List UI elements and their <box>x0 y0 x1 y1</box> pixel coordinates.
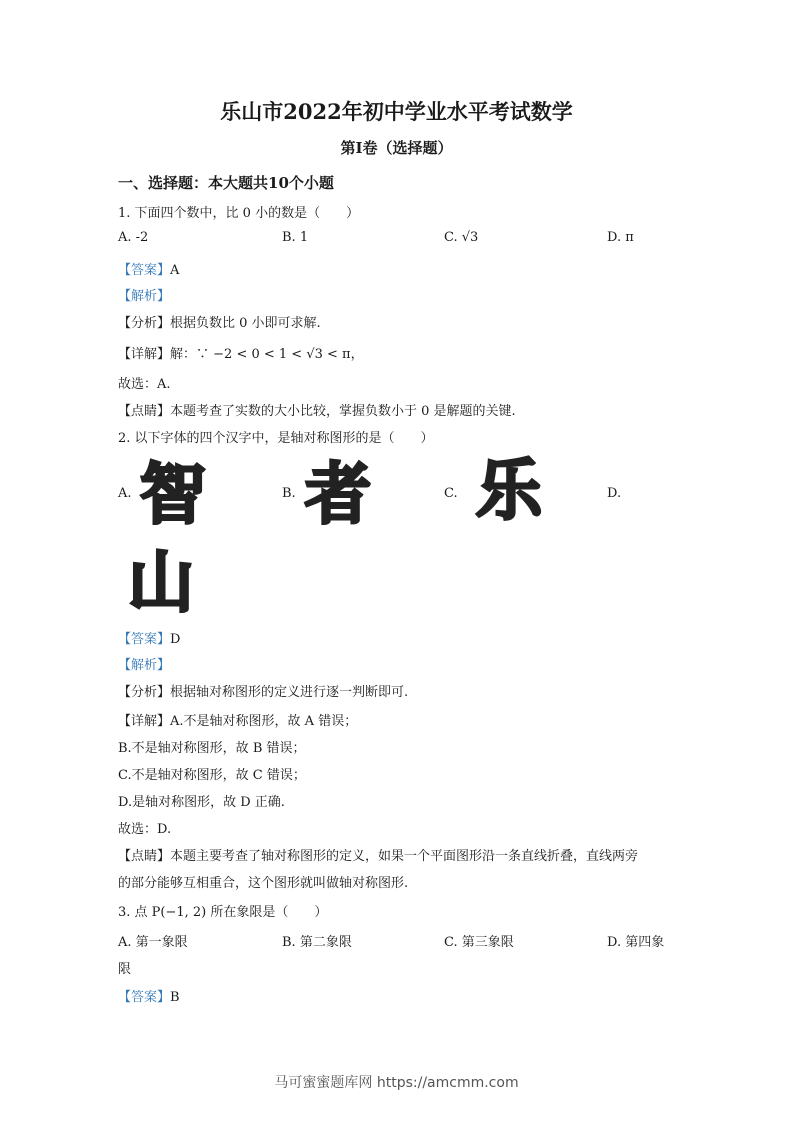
q1-option-a: A. -2 <box>118 230 149 245</box>
answer-value: A <box>170 263 180 278</box>
q2-option-b: B. <box>282 486 296 501</box>
q3-answer <box>118 986 180 1005</box>
answer-value: D <box>170 632 181 647</box>
section-heading: 一、选择题：本大题共10个小题 <box>118 174 334 192</box>
q2-option-a: A. <box>118 486 132 501</box>
xiangjie-tag: 【详解】 <box>118 714 171 729</box>
dianjing-text: 本题考查了实数的大小比较，掌握负数小于 0 是解题的关键. <box>170 404 516 419</box>
glyph-shan: 山 <box>128 544 194 621</box>
page-subtitle: 第Ⅰ卷（选择题） <box>340 139 453 157</box>
q2-option-d: D. <box>607 486 622 501</box>
q1-stem: 1. 下面四个数中，比 0 小的数是（ ） <box>118 206 360 221</box>
xiangjie-text: A.不是轴对称图形，故 A 错误； <box>170 714 358 729</box>
q2-line-d: D.是轴对称图形，故 D 正确. <box>118 795 285 810</box>
q2-analysis-heading <box>118 654 170 673</box>
fenxi-tag: 【分析】 <box>118 316 171 331</box>
q1-option-d: D. π <box>607 230 634 245</box>
q3-stem: 3. 点 P(−1, 2) 所在象限是（ ） <box>118 905 328 920</box>
q2-xiangjie <box>118 710 357 729</box>
q1-option-c: C. √3 <box>444 230 479 245</box>
dianjing-tag: 【点睛】 <box>118 404 171 419</box>
q1-answer <box>118 259 179 278</box>
glyph-le: 乐 <box>476 452 542 529</box>
footer-watermark: 马可蜜蜜题库网 https://amcmm.com <box>274 1075 519 1091</box>
fenxi-tag: 【分析】 <box>118 685 171 700</box>
q2-answer <box>118 628 180 647</box>
q2-dianjing-2: 的部分能够互相重合，这个图形就叫做轴对称图形. <box>118 876 409 891</box>
q2-line-c: C.不是轴对称图形，故 C 错误； <box>118 768 306 783</box>
dianjing-text: 本题主要考查了轴对称图形的定义，如果一个平面图形沿一条直线折叠，直线两旁 <box>170 849 639 864</box>
q3-option-b: B. 第二象限 <box>282 935 352 950</box>
answer-tag: 【答案】 <box>118 263 171 278</box>
q1-xiangjie <box>118 343 364 362</box>
analysis-tag: 【解析】 <box>118 289 171 304</box>
q2-conclusion: 故选：D. <box>118 822 172 837</box>
q3-option-c: C. 第三象限 <box>444 935 514 950</box>
q1-option-b: B. 1 <box>282 230 309 245</box>
answer-value: B <box>170 990 180 1005</box>
q1-fenxi <box>118 312 321 331</box>
fenxi-text: 根据负数比 0 小即可求解. <box>170 316 321 331</box>
q2-fenxi <box>118 681 408 700</box>
q1-dianjing <box>118 400 516 419</box>
analysis-tag: 【解析】 <box>118 658 171 673</box>
q2-dianjing-1 <box>118 845 638 864</box>
xiangjie-text: 解：∵ −2 < 0 < 1 < √3 < π， <box>170 347 364 362</box>
dianjing-tag: 【点睛】 <box>118 849 171 864</box>
answer-tag: 【答案】 <box>118 632 171 647</box>
glyph-zhi: 智 <box>140 456 206 533</box>
q2-stem: 2. 以下字体的四个汉字中，是轴对称图形的是（ ） <box>118 431 434 446</box>
q3-option-d-wrap: 限 <box>118 962 132 977</box>
q2-line-b: B.不是轴对称图形，故 B 错误； <box>118 741 306 756</box>
q3-option-d: D. 第四象 <box>607 935 665 950</box>
glyph-zhe: 者 <box>305 456 371 533</box>
xiangjie-tag: 【详解】 <box>118 347 171 362</box>
fenxi-text: 根据轴对称图形的定义进行逐一判断即可. <box>170 685 409 700</box>
q1-conclusion: 故选：A. <box>118 377 171 392</box>
page-title: 乐山市2022年初中学业水平考试数学 <box>220 99 573 124</box>
q2-option-c: C. <box>444 486 458 501</box>
q3-option-a: A. 第一象限 <box>118 935 188 950</box>
q1-analysis-heading <box>118 285 170 304</box>
answer-tag: 【答案】 <box>118 990 171 1005</box>
